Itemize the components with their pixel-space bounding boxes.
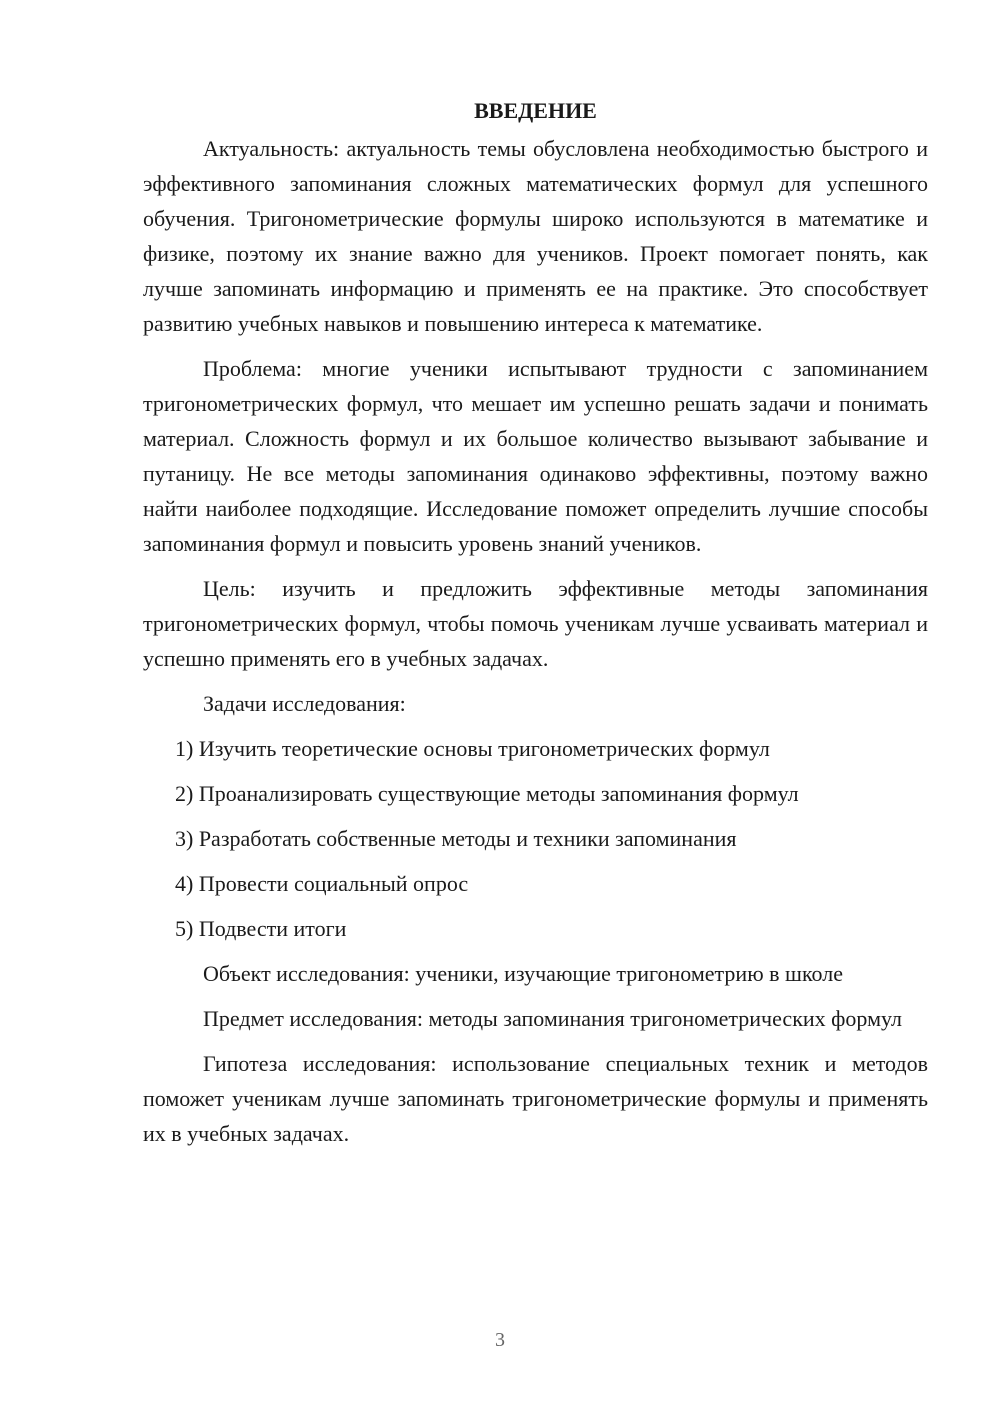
goal-paragraph: Цель: изучить и предложить эффективные методы запоминания тригонометрических формул, чтобы помочь ученикам лучше усваивать материал и успешно применять его в учебных задачах. bbox=[143, 576, 928, 671]
subject-paragraph: Предмет исследования: методы запоминания тригонометрических формул bbox=[203, 1006, 903, 1031]
task-item-1: 1) Изучить теоретические основы тригонометрических формул bbox=[175, 736, 770, 761]
problem-paragraph: Проблема: многие ученики испытывают трудности с запоминанием тригонометрических формул, что мешает им успешно решать задачи и понимать материал. Сложность формул и их большое количество вызывают забывание и путаницу. Не все методы запоминания одинаково эффективны, поэтому важно найти наиболее подходящие. Исследование поможет определить лучшие способы запоминания формул и повысить уровень знаний учеников. bbox=[143, 356, 928, 556]
document-page bbox=[143, 93, 928, 1161]
page-number: 3 bbox=[495, 1329, 505, 1351]
task-item-3: 3) Разработать собственные методы и техники запоминания bbox=[175, 826, 737, 851]
object-paragraph: Объект исследования: ученики, изучающие тригонометрию в школе bbox=[203, 961, 843, 986]
tasks-heading: Задачи исследования: bbox=[203, 691, 406, 716]
relevance-paragraph: Актуальность: актуальность темы обусловлена необходимостью быстрого и эффективного запоминания сложных математических формул для успешного обучения. Тригонометрические формулы широко используются в математике и физике, поэтому их знание важно для учеников. Проект помогает понять, как лучше запоминать информацию и применять ее на практике. Это способствует развитию учебных навыков и повышению интереса к математике. bbox=[143, 136, 928, 336]
task-item-4: 4) Провести социальный опрос bbox=[175, 871, 469, 896]
tasks-list bbox=[143, 731, 928, 946]
page-title: ВВЕДЕНИЕ bbox=[474, 98, 597, 123]
task-item-2: 2) Проанализировать существующие методы запоминания формул bbox=[175, 781, 799, 806]
task-item-5: 5) Подвести итоги bbox=[175, 916, 347, 941]
hypothesis-paragraph: Гипотеза исследования: использование специальных техник и методов поможет ученикам лучше запоминать тригонометрические формулы и применять их в учебных задачах. bbox=[143, 1051, 928, 1146]
